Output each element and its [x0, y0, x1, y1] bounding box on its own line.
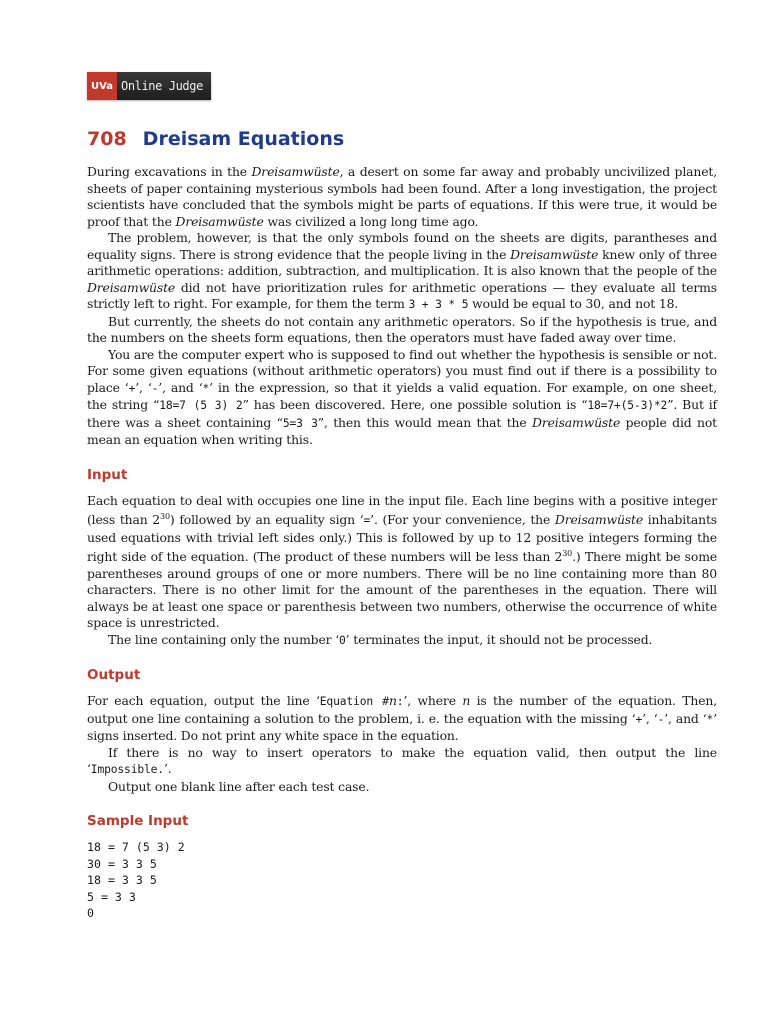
intro-paragraph: But currently, the sheets do not contain any arithmetic operators. So if the hypothesis is true, and the numbers on the sheets form equations, then the operators must have faded away over time. — [87, 313, 717, 345]
code-term: - — [151, 381, 159, 395]
code-term: * — [706, 712, 714, 726]
intro-section — [87, 164, 717, 449]
italic-term: Dreisamwüste — [87, 279, 176, 295]
sample-input-heading: Sample Input — [87, 813, 189, 830]
sample-input-line: 0 — [87, 906, 94, 921]
italic-term: Dreisamwüste — [510, 246, 599, 262]
code-term: = — [363, 514, 371, 528]
input-paragraph: Each equation to deal with occupies one line in the input file. Each line begins with a positive integer (less than $2^{30}$) followed by an equality sign ‘=’. (For your convenience, the Dreisamwüste inhabitants used equations with trivial left sides only.) This is followed by up to 12 positive integers forming the right side of the equation. (The product of these numbers will be less than $2^{30}$.) There might be some parentheses around groups of one or more numbers. There will be no line containing more than 80 characters. There is no other limit for the amount of the parentheses in the equation. There will always be at least one space or parenthesis between two numbers, otherwise the occurrence of white space is unrestricted. — [87, 492, 717, 631]
sample-input-line: 5 = 3 3 — [87, 889, 136, 904]
code-term: 5=3 3 — [282, 416, 318, 430]
logo-text: Online Judge — [121, 79, 203, 93]
output-section — [87, 693, 717, 795]
input-heading: Input — [87, 466, 128, 483]
code-term: 18=7+(5-3)*2 — [587, 399, 668, 412]
italic-term: n — [462, 693, 471, 709]
sample-input-line: 30 = 3 3 5 — [87, 856, 157, 871]
problem-name: Dreisam Equations — [142, 128, 345, 150]
italic-term: Dreisamwüste — [251, 164, 340, 179]
problem-number: 708 — [87, 128, 127, 150]
problem-statement — [87, 128, 717, 922]
code-term: + — [635, 712, 643, 726]
input-section — [87, 493, 717, 650]
code-term: Equation # — [319, 695, 389, 709]
output-paragraph: Output one blank line after each test case. — [108, 778, 370, 794]
output-paragraph: If there is no way to insert operators to make the equation valid, then output the line ‘Impossible.’. — [87, 744, 717, 777]
input-paragraph: The line containing only the number ‘0’ terminates the input, it should not be processed. — [108, 631, 653, 647]
uva-online-judge-logo — [87, 72, 211, 100]
code-term: : — [396, 695, 404, 709]
intro-paragraph: The problem, however, is that the only symbols found on the sheets are digits, parantheses and equality signs. There is strong evidence that the people living in the Dreisamwüste knew only of three arithmetic operations: addition, subtraction, and multiplication. It is also known that the people of the Dreisamwüste did not have prioritization rules for arithmetic operations — they evaluate all terms strictly left to right. For example, for them the term 3 + 3 * 5 would be equal to 30, and not 18. — [87, 230, 717, 311]
code-term: 18=7 (5 3) 2 — [159, 399, 243, 412]
superscript: 30 — [562, 549, 573, 559]
code-term: 0 — [339, 633, 346, 647]
sample-input-line: 18 = 7 (5 3) 2 — [87, 840, 185, 855]
code-term: + — [128, 381, 136, 395]
logo-badge: UVa — [87, 72, 117, 100]
problem-title — [87, 128, 717, 150]
intro-paragraph: During excavations in the Dreisamwüste, a desert on some far away and probably uncivilized planet, sheets of paper containing mysterious symbols had been found. After a long investigation, the project scientists have concluded that the symbols might be parts of equations. If this were true, it would be proof that the Dreisamwüste was civilized a long long time ago. — [87, 164, 718, 229]
output-paragraph: For each equation, output the line ‘Equation #n:’, where n is the number of the equation. Then, output one line containing a solution to the problem, i. e. the equation with the missing ‘+’, ‘-’, and ‘*’ signs inserted. Do not print any white space in the equation. — [87, 693, 718, 744]
intro-paragraph: You are the computer expert who is supposed to find out whether the hypothesis is sensible or not. For some given equations (without arithmetic operators) you must find out if there is a possibility to place ‘+’, ‘-’, and ‘*’ in the expression, so that it yields a valid equation. For example, on one sheet, the string “18=7 (5 3) 2” has been discovered. Here, one possible solution is “18=7+(5-3)*2”. But if there was a sheet containing “5=3 3”, then this would mean that the Dreisamwüste people did not mean an equation when writing this. — [87, 346, 717, 447]
italic-term: n — [388, 693, 397, 709]
italic-term: Dreisamwüste — [532, 414, 621, 430]
italic-term: Dreisamwüste — [175, 213, 264, 229]
code-term: 3 + 3 * 5 — [408, 298, 469, 311]
sample-input-block — [87, 839, 717, 922]
code-term: * — [202, 381, 210, 395]
sample-input-line: 18 = 3 3 5 — [87, 873, 157, 888]
superscript: 30 — [160, 512, 170, 521]
code-term: - — [657, 712, 665, 726]
code-term: Impossible. — [90, 763, 164, 777]
italic-term: Dreisamwüste — [554, 512, 644, 528]
output-heading: Output — [87, 667, 141, 684]
